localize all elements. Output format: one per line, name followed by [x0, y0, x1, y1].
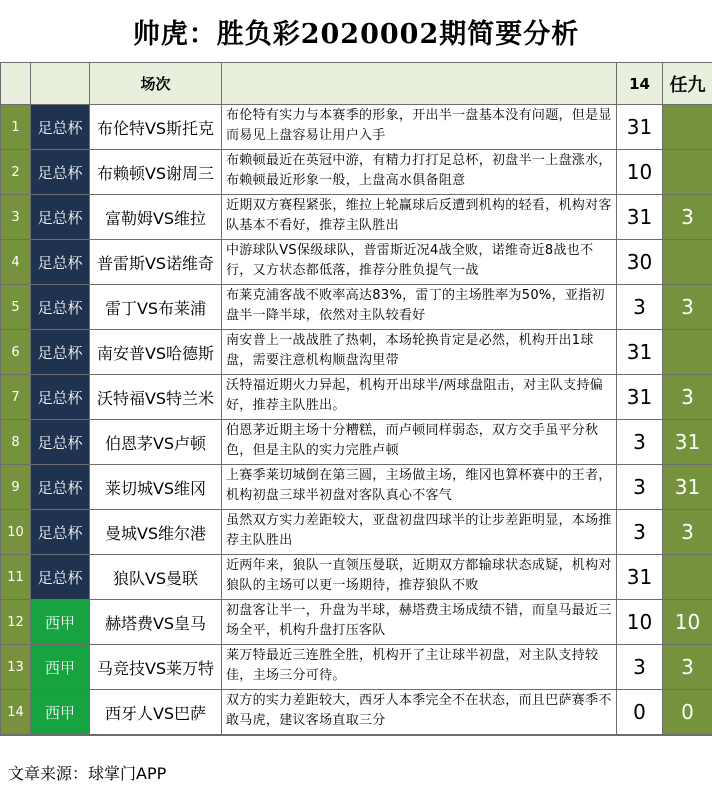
row-number: 13 — [1, 645, 31, 690]
analysis-table — [0, 62, 712, 735]
pick-14: 31 — [617, 105, 663, 150]
pick-14: 0 — [617, 690, 663, 735]
match-name: 沃特福VS特兰米 — [90, 375, 222, 420]
match-name: 普雷斯VS诺维奇 — [90, 240, 222, 285]
row-number: 1 — [1, 105, 31, 150]
pick-r9: 3 — [663, 375, 712, 420]
header-no-cell — [1, 63, 31, 105]
table-row — [1, 510, 712, 555]
table-row — [1, 555, 712, 600]
header-14: 14 — [617, 63, 663, 105]
table-row — [1, 690, 712, 735]
match-name: 布伦特VS斯托克 — [90, 105, 222, 150]
league-badge: 西甲 — [31, 690, 90, 735]
table-row — [1, 375, 712, 420]
match-name: 赫塔费VS皇马 — [90, 600, 222, 645]
match-name: 雷丁VS布莱浦 — [90, 285, 222, 330]
analysis-text: 布赖顿最近在英冠中游，有精力打打足总杯，初盘半一上盘涨水，布赖顿最近形象一般，上盘高水俱备阻意 — [222, 150, 617, 195]
header-league-cell — [31, 63, 90, 105]
match-name: 富勒姆VS维拉 — [90, 195, 222, 240]
row-number: 9 — [1, 465, 31, 510]
pick-r9: 3 — [663, 510, 712, 555]
analysis-text: 虽然双方实力差距较大，亚盘初盘四球半的让步差距明显，本场推荐主队胜出 — [222, 510, 617, 555]
header-r9: 任九 — [663, 63, 712, 105]
pick-14: 3 — [617, 420, 663, 465]
pick-14: 3 — [617, 465, 663, 510]
pick-14: 31 — [617, 195, 663, 240]
header-match: 场次 — [90, 63, 222, 105]
row-number: 7 — [1, 375, 31, 420]
pick-14: 10 — [617, 600, 663, 645]
pick-14: 10 — [617, 150, 663, 195]
header-analysis-cell — [222, 63, 617, 105]
row-number: 8 — [1, 420, 31, 465]
analysis-text: 伯恩茅近期主场十分糟糕，而卢顿同样弱态，双方交手虽平分秋色，但是主队的实力完胜卢顿 — [222, 420, 617, 465]
analysis-text: 布伦特有实力与本赛季的形象，开出半一盘基本没有问题，但是显而易见上盘容易让用户入手 — [222, 105, 617, 150]
table-row — [1, 330, 712, 375]
league-badge: 足总杯 — [31, 240, 90, 285]
pick-14: 31 — [617, 555, 663, 600]
pick-r9 — [663, 240, 712, 285]
table-row — [1, 105, 712, 150]
match-name: 伯恩茅VS卢顿 — [90, 420, 222, 465]
row-number: 3 — [1, 195, 31, 240]
table-row — [1, 645, 712, 690]
table-row — [1, 285, 712, 330]
table-header-row — [1, 63, 712, 105]
pick-r9 — [663, 330, 712, 375]
table-row — [1, 465, 712, 510]
table-row — [1, 240, 712, 285]
row-number: 10 — [1, 510, 31, 555]
match-name: 曼城VS维尔港 — [90, 510, 222, 555]
footer-divider — [0, 735, 712, 736]
analysis-text: 中游球队VS保级球队，普雷斯近况4战全败，诺维奇近8战也不行，又方状态都低落，推荐分胜负提气一战 — [222, 240, 617, 285]
row-number: 5 — [1, 285, 31, 330]
row-number: 11 — [1, 555, 31, 600]
analysis-text: 南安普上一战战胜了热刺，本场轮换肯定是必然，机构开出1球盘，需要注意机构顺盘沟里带 — [222, 330, 617, 375]
row-number: 6 — [1, 330, 31, 375]
league-badge: 足总杯 — [31, 420, 90, 465]
match-name: 布赖顿VS谢周三 — [90, 150, 222, 195]
pick-14: 3 — [617, 510, 663, 555]
row-number: 2 — [1, 150, 31, 195]
page-title: 帅虎：胜负彩2020002期简要分析 — [0, 0, 712, 63]
league-badge: 足总杯 — [31, 330, 90, 375]
pick-r9: 0 — [663, 690, 712, 735]
table-row — [1, 600, 712, 645]
pick-r9: 3 — [663, 195, 712, 240]
match-name: 西牙人VS巴萨 — [90, 690, 222, 735]
table-row — [1, 195, 712, 240]
row-number: 12 — [1, 600, 31, 645]
match-name: 莱切城VS维冈 — [90, 465, 222, 510]
source-credit: 文章来源：球掌门APP — [8, 764, 167, 783]
analysis-text: 双方的实力差距较大，西牙人本季完全不在状态，而且巴萨赛季不敢马虎，建议客场直取三分 — [222, 690, 617, 735]
pick-14: 31 — [617, 375, 663, 420]
league-badge: 足总杯 — [31, 465, 90, 510]
table-row — [1, 420, 712, 465]
analysis-text: 沃特福近期火力异起，机构开出球半/两球盘阻击，对主队支持偏好，推荐主队胜出。 — [222, 375, 617, 420]
pick-14: 31 — [617, 330, 663, 375]
pick-r9: 3 — [663, 285, 712, 330]
pick-r9: 31 — [663, 420, 712, 465]
league-badge: 足总杯 — [31, 285, 90, 330]
league-badge: 足总杯 — [31, 555, 90, 600]
pick-r9: 3 — [663, 645, 712, 690]
league-badge: 足总杯 — [31, 150, 90, 195]
pick-r9 — [663, 150, 712, 195]
analysis-text: 莱万特最近三连胜全胜，机构开了主让球半初盘，对主队支持较佳，主场三分可待。 — [222, 645, 617, 690]
match-name: 南安普VS哈德斯 — [90, 330, 222, 375]
analysis-text: 布莱克浦客战不败率高达83%，雷丁的主场胜率为50%，亚指初盘半一降半球，依然对主队较看好 — [222, 285, 617, 330]
table-row — [1, 150, 712, 195]
pick-r9: 10 — [663, 600, 712, 645]
league-badge: 西甲 — [31, 600, 90, 645]
pick-r9 — [663, 555, 712, 600]
pick-14: 30 — [617, 240, 663, 285]
league-badge: 足总杯 — [31, 375, 90, 420]
analysis-text: 上赛季莱切城倒在第三圆，主场做主场，维冈也算杯赛中的王者，机构初盘三球半初盘对客队真心不客气 — [222, 465, 617, 510]
analysis-text: 近两年来，狼队一直领压曼联，近期双方都输球状态成疑，机构对狼队的主场可以更一场期待，推荐狼队不败 — [222, 555, 617, 600]
match-name: 马竞技VS莱万特 — [90, 645, 222, 690]
league-badge: 足总杯 — [31, 195, 90, 240]
league-badge: 足总杯 — [31, 510, 90, 555]
pick-14: 3 — [617, 285, 663, 330]
match-name: 狼队VS曼联 — [90, 555, 222, 600]
pick-14: 3 — [617, 645, 663, 690]
analysis-text: 近期双方赛程紧张，维拉上轮赢球后反遭到机构的轻看，机构对客队基本不看好，推荐主队胜出 — [222, 195, 617, 240]
pick-r9 — [663, 105, 712, 150]
row-number: 14 — [1, 690, 31, 735]
analysis-text: 初盘客让半一，升盘为半球，赫塔费主场成绩不错，而皇马最近三场全平，机构升盘打压客队 — [222, 600, 617, 645]
league-badge: 足总杯 — [31, 105, 90, 150]
pick-r9: 31 — [663, 465, 712, 510]
row-number: 4 — [1, 240, 31, 285]
league-badge: 西甲 — [31, 645, 90, 690]
